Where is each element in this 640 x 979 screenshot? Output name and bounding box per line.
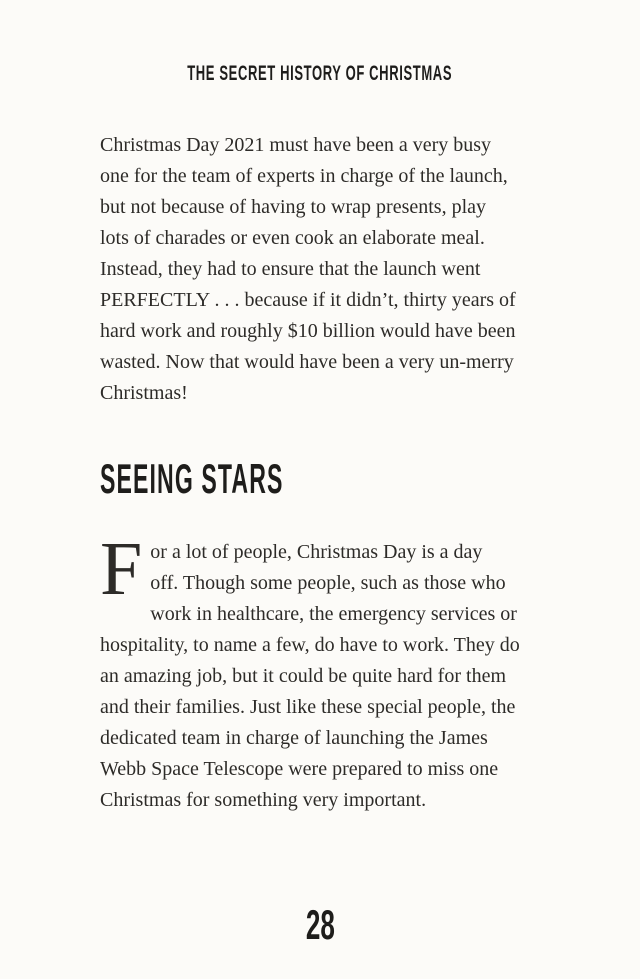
text-line: hospitality, to name a few, do have to work. They do bbox=[100, 634, 520, 656]
page-number-text: 28 bbox=[305, 901, 335, 948]
text-line: Webb Space Telescope were prepared to miss one bbox=[100, 758, 499, 780]
text-line: and their families. Just like these special people, the bbox=[100, 696, 516, 718]
paragraph-seeing-stars-lines bbox=[100, 527, 552, 816]
text-line: Christmas! bbox=[100, 382, 188, 404]
text-line: hard work and roughly $10 billion would have been bbox=[100, 320, 516, 342]
text-line: lots of charades or even cook an elaborate meal. bbox=[100, 227, 485, 249]
text-line: one for the team of experts in charge of the launch, bbox=[100, 165, 508, 187]
text-line: wasted. Now that would have been a very un-merry bbox=[100, 351, 514, 373]
paragraph-seeing-stars bbox=[100, 527, 552, 816]
section-heading-text: SEEING STARS bbox=[100, 455, 284, 502]
text-line: off. Though some people, such as those who bbox=[150, 572, 506, 594]
drop-cap: F bbox=[100, 527, 143, 611]
section-heading bbox=[100, 455, 640, 502]
text-line: or a lot of people, Christmas Day is a day bbox=[150, 541, 483, 563]
text-line: Christmas Day 2021 must have been a very busy bbox=[100, 134, 492, 156]
text-line: dedicated team in charge of launching the James bbox=[100, 727, 488, 749]
page-number bbox=[0, 901, 640, 949]
text-line: PERFECTLY . . . because if it didn’t, thirty years of bbox=[100, 289, 516, 311]
text-line: work in healthcare, the emergency services or bbox=[150, 603, 517, 625]
paragraph-intro bbox=[100, 130, 552, 409]
running-head-title: THE SECRET HISTORY OF CHRISTMAS bbox=[187, 62, 453, 85]
text-line: but not because of having to wrap presents, play bbox=[100, 196, 487, 218]
running-head bbox=[0, 0, 640, 86]
text-line: an amazing job, but it could be quite hard for them bbox=[100, 665, 506, 687]
text-line: Instead, they had to ensure that the launch went bbox=[100, 258, 481, 280]
text-line: Christmas for something very important. bbox=[100, 789, 427, 811]
